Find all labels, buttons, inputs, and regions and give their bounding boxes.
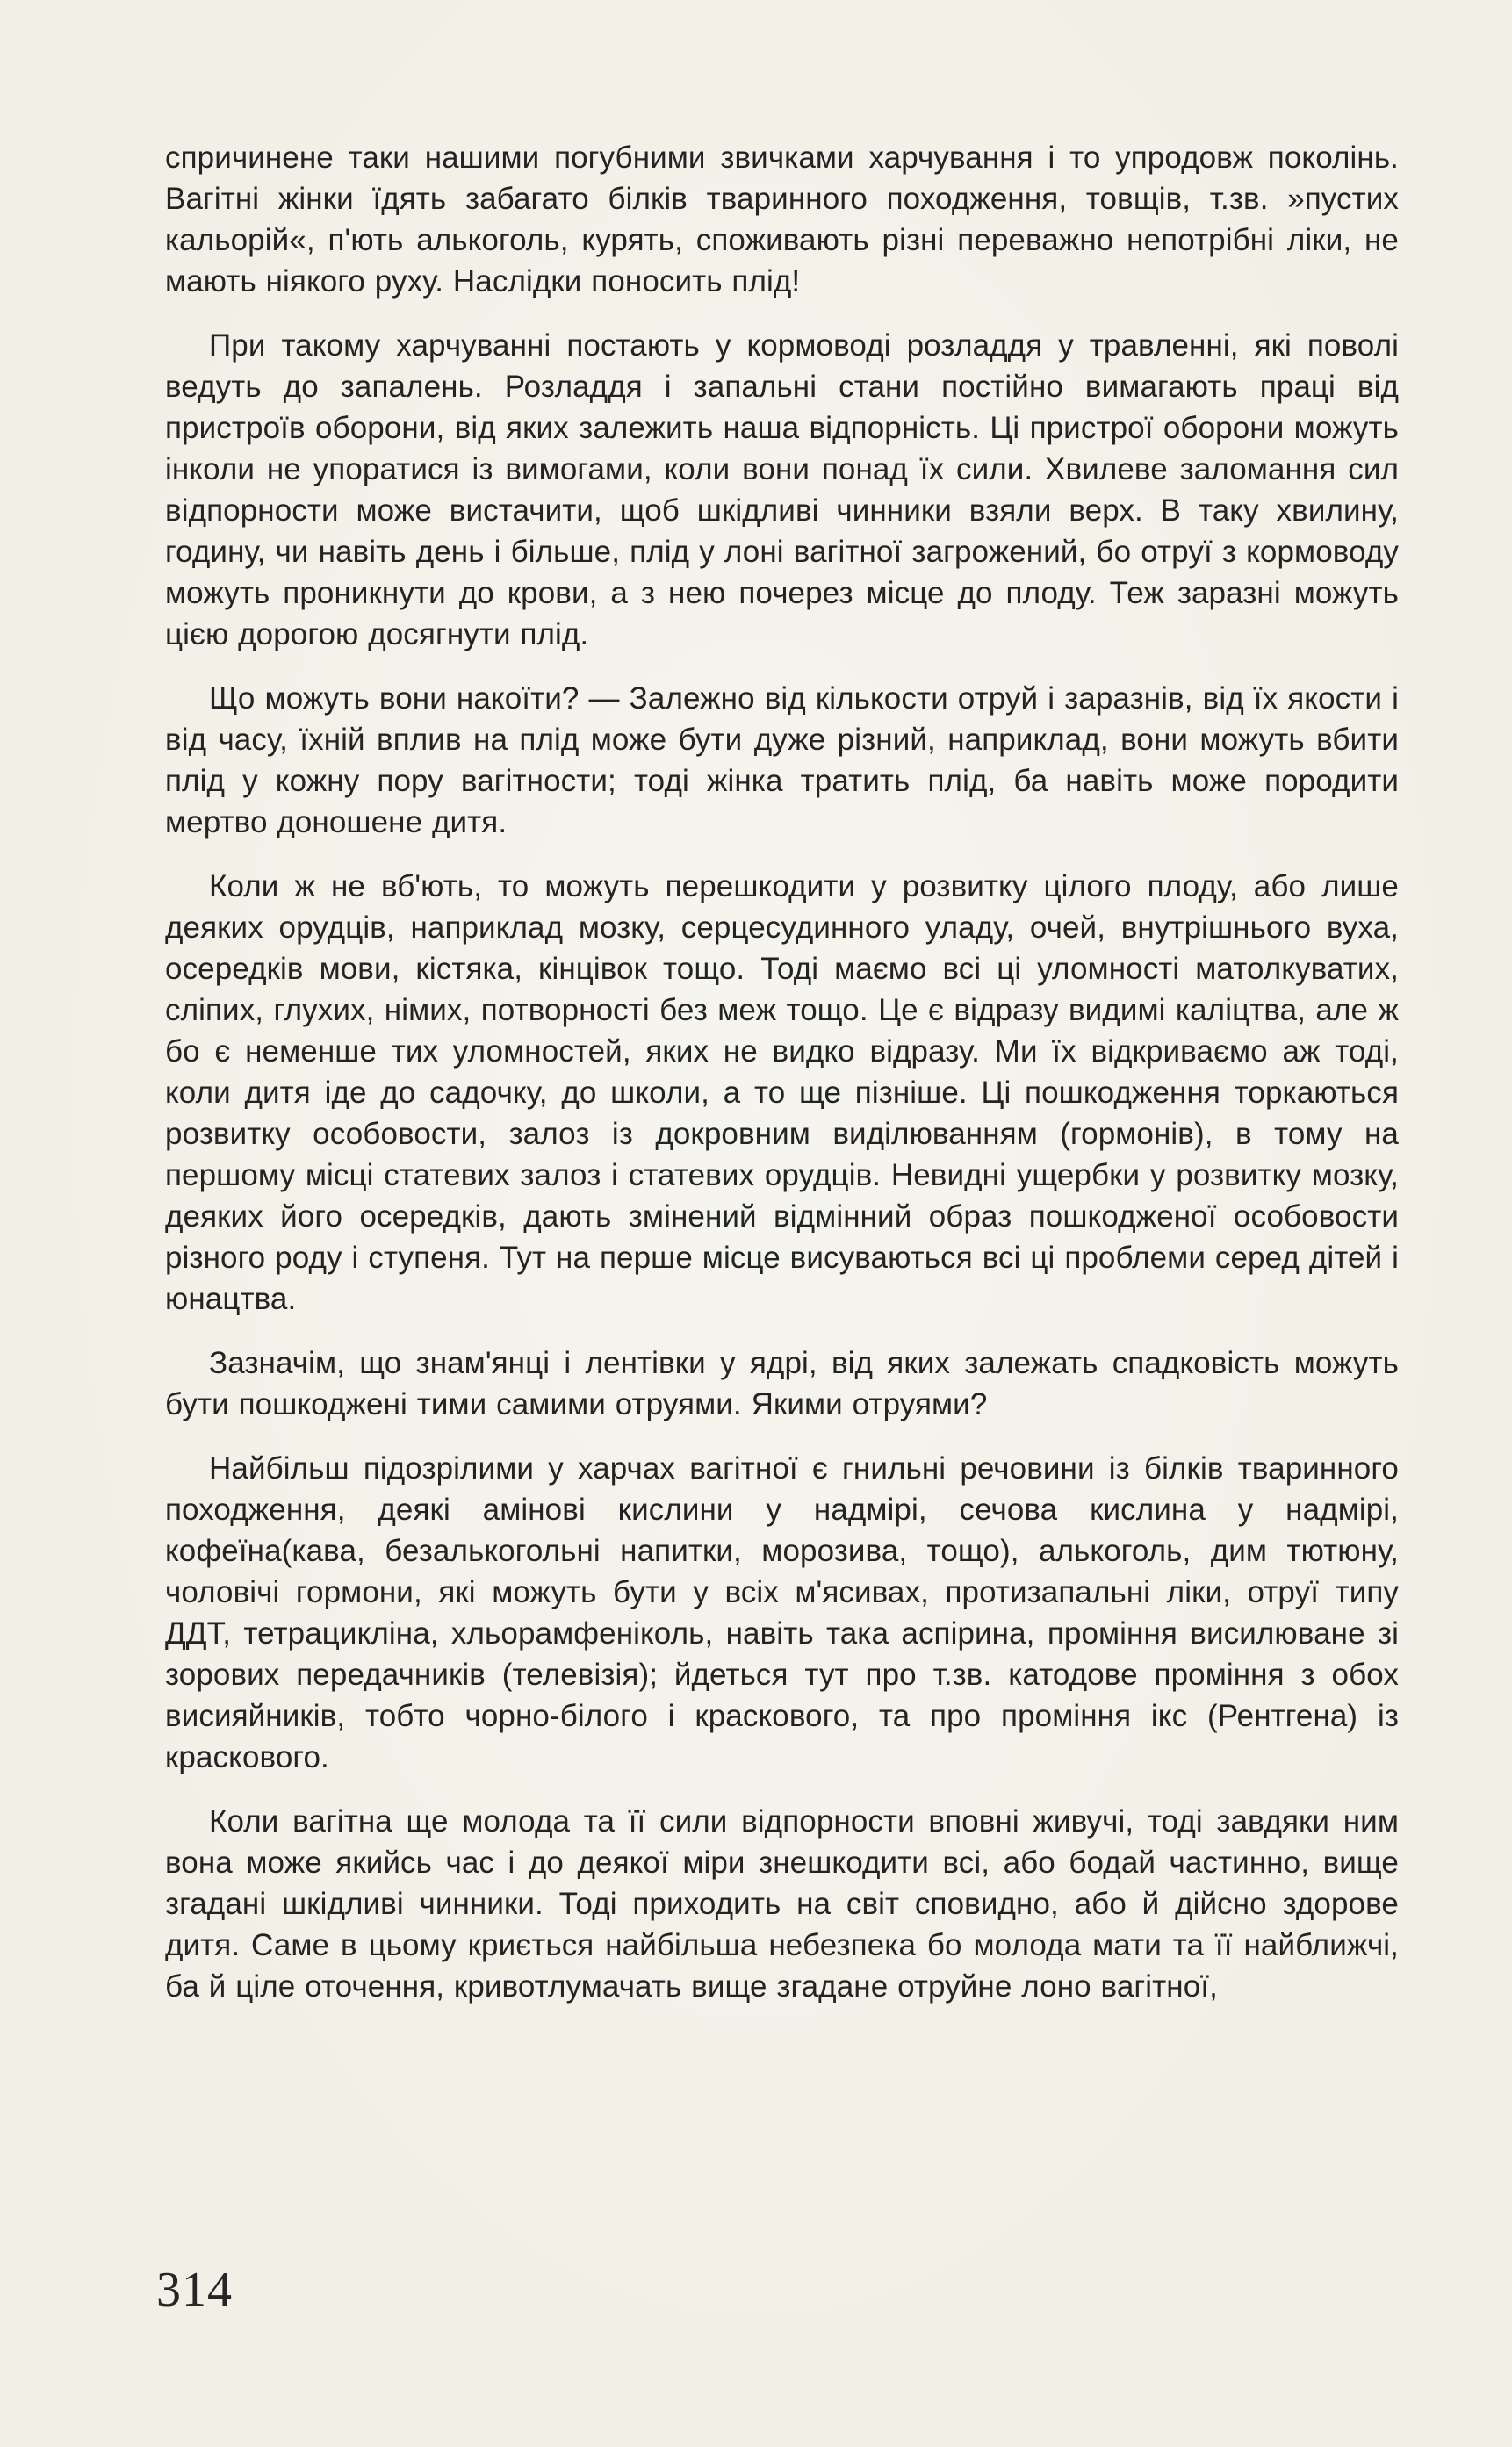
body-text [165, 137, 1399, 2030]
paragraph-3: Що можуть вони накоїти? — Залежно від кількости отруй і заразнів, від їх якости і від часу, їхній вплив на плід може бути дуже різний, наприклад, вони можуть вбити плід у кожну пору вагітности; тоді жінка тратить плід, ба навіть може породити мертво доношене дитя. [165, 681, 1399, 839]
paragraph-5: Зазначім, що знам'янці і лентівки у ядрі, від яких залежать спадковість можуть бути пошкоджені тими самими отруями. Якими отруями? [165, 1346, 1399, 1421]
paragraph-6: Найбільш підозрілими у харчах вагітної є гнильні речовини із білків тваринного походження, деякі амінові кислини у надмірі, сечова кислина у надмірі, кофеїна(кава, безалькогольні напитки, морозива, тощо), алькоголь, дим тютюну, чоловічі гормони, які можуть бути у всіх м'ясивах, протизапальні ліки, отруї типу ДДТ, тетрацикліна, хльорамфеніколь, навіть така аспірина, проміння висилюване зі зорових передачників (телевізія); йдеться тут про т.зв. катодове проміння з обох висияйників, тобто чорно-білого і краскового, та про проміння ікс (Рентгена) із краскового. [165, 1451, 1399, 1774]
paragraph-4: Коли ж не вб'ють, то можуть перешкодити у розвитку цілого плоду, або лише деяких орудців, наприклад мозку, серцесудинного уладу, очей, внутрішнього вуха, осередків мови, кістяка, кінцівок тощо. Тоді маємо всі ці уломності матолкуватих, сліпих, глухих, німих, потворності без меж тощо. Це є відразу видимі каліцтва, але ж бо є неменше тих уломностей, яких не видко відразу. Ми їх відкриваємо аж тоді, коли дитя іде до садочку, до школи, а то ще пізніше. Ці пошкодження торкаються розвитку особовости, залоз із докровним виділюванням (гормонів), в тому на першому місці статевих залоз і статевих орудців. Невидні ущербки у розвитку мозку, деяких його осередків, дають змінений відмінний образ пошкодженої особовости різного роду і ступеня. Тут на перше місце висуваються всі ці проблеми серед дітей і юнацтва. [165, 869, 1399, 1316]
paragraph-7: Коли вагітна ще молода та її сили відпорности вповні живучі, тоді завдяки ним вона може якийсь час і до деякої міри знешкодити всі, або бодай частинно, вище згадані шкідливі чинники. Тоді приходить на світ сповидно, або й дійсно здорове дитя. Саме в цьому криється найбільша небезпека бо молода мати та її найближчі, ба й ціле оточення, кривотлумачать вище згадане отруйне лоно вагітної, [165, 1804, 1399, 2004]
paragraph-2: При такому харчуванні постають у кормоводі розладдя у травленні, які поволі ведуть до запалень. Розладдя і запальні стани постійно вимагають праці від пристроїв оборони, від яких залежить наша відпорність. Ці пристрої оборони можуть інколи не упоратися із вимогами, коли вони понад їх сили. Хвилеве заломання сил відпорности може вистачити, щоб шкідливі чинники взяли верх. В таку хвилину, годину, чи навіть день і більше, плід у лоні вагітної загрожений, бо отруї з кормоводу можуть проникнути до крови, а з нею почерез місце до плоду. Теж заразні можуть цією дорогою досягнути плід. [165, 328, 1399, 651]
page-number: 314 [156, 2263, 233, 2317]
paragraph-1: спричинене таки нашими погубними звичками харчування і то упродовж поколінь. Вагітні жінки їдять забагато білків тваринного походження, товщів, т.зв. »пустих кальорій«, п'ють алькоголь, курять, споживають різні переважно непотрібні ліки, не мають ніякого руху. Наслідки поносить плід! [165, 140, 1399, 299]
